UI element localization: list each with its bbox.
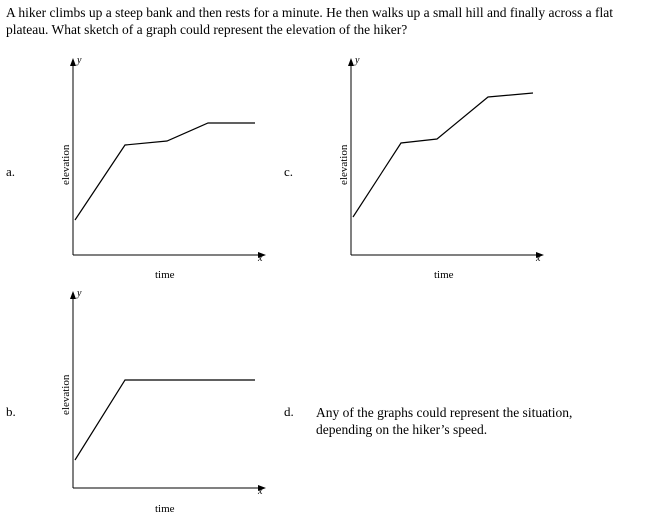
choice-letter-b: b. <box>6 404 16 419</box>
graph-b-svg <box>55 288 270 503</box>
graph-b <box>55 288 270 503</box>
graph-a-svg <box>55 55 270 270</box>
graph-a-xlabel: time <box>155 269 175 281</box>
y-axis-tip-label: y <box>355 55 360 66</box>
graph-c-line <box>353 93 533 217</box>
y-axis-tip-label: y <box>77 288 82 299</box>
y-axis-arrow-icon <box>70 58 76 66</box>
choice-d-text: Any of the graphs could represent the situation, depending on the hiker’s speed. <box>316 405 573 437</box>
graph-a <box>55 55 270 270</box>
graph-c-ylabel: elevation <box>338 144 350 185</box>
y-axis-arrow-icon <box>348 58 354 66</box>
x-axis-tip-label: x <box>536 253 541 264</box>
choice-letter-c: c. <box>284 164 294 179</box>
choice-letter-d: d. <box>284 404 294 419</box>
graph-b-xlabel: time <box>155 503 175 515</box>
choice-letter-a: a. <box>6 164 16 179</box>
graph-a-line <box>75 123 255 220</box>
graph-c-xlabel: time <box>434 269 454 281</box>
graph-b-ylabel: elevation <box>60 374 72 415</box>
graph-b-line <box>75 380 255 460</box>
x-axis-tip-label: x <box>258 486 263 497</box>
y-axis-tip-label: y <box>77 55 82 66</box>
graph-c-svg <box>333 55 548 270</box>
y-axis-arrow-icon <box>70 291 76 299</box>
graph-c <box>333 55 548 270</box>
question-text: A hiker climbs up a steep bank and then rests for a minute. He then walks up a small hill and finally across a flat plateau. What sketch of a graph could represent the elevation of the hiker? <box>6 5 613 37</box>
x-axis-tip-label: x <box>258 253 263 264</box>
graph-a-ylabel: elevation <box>60 144 72 185</box>
